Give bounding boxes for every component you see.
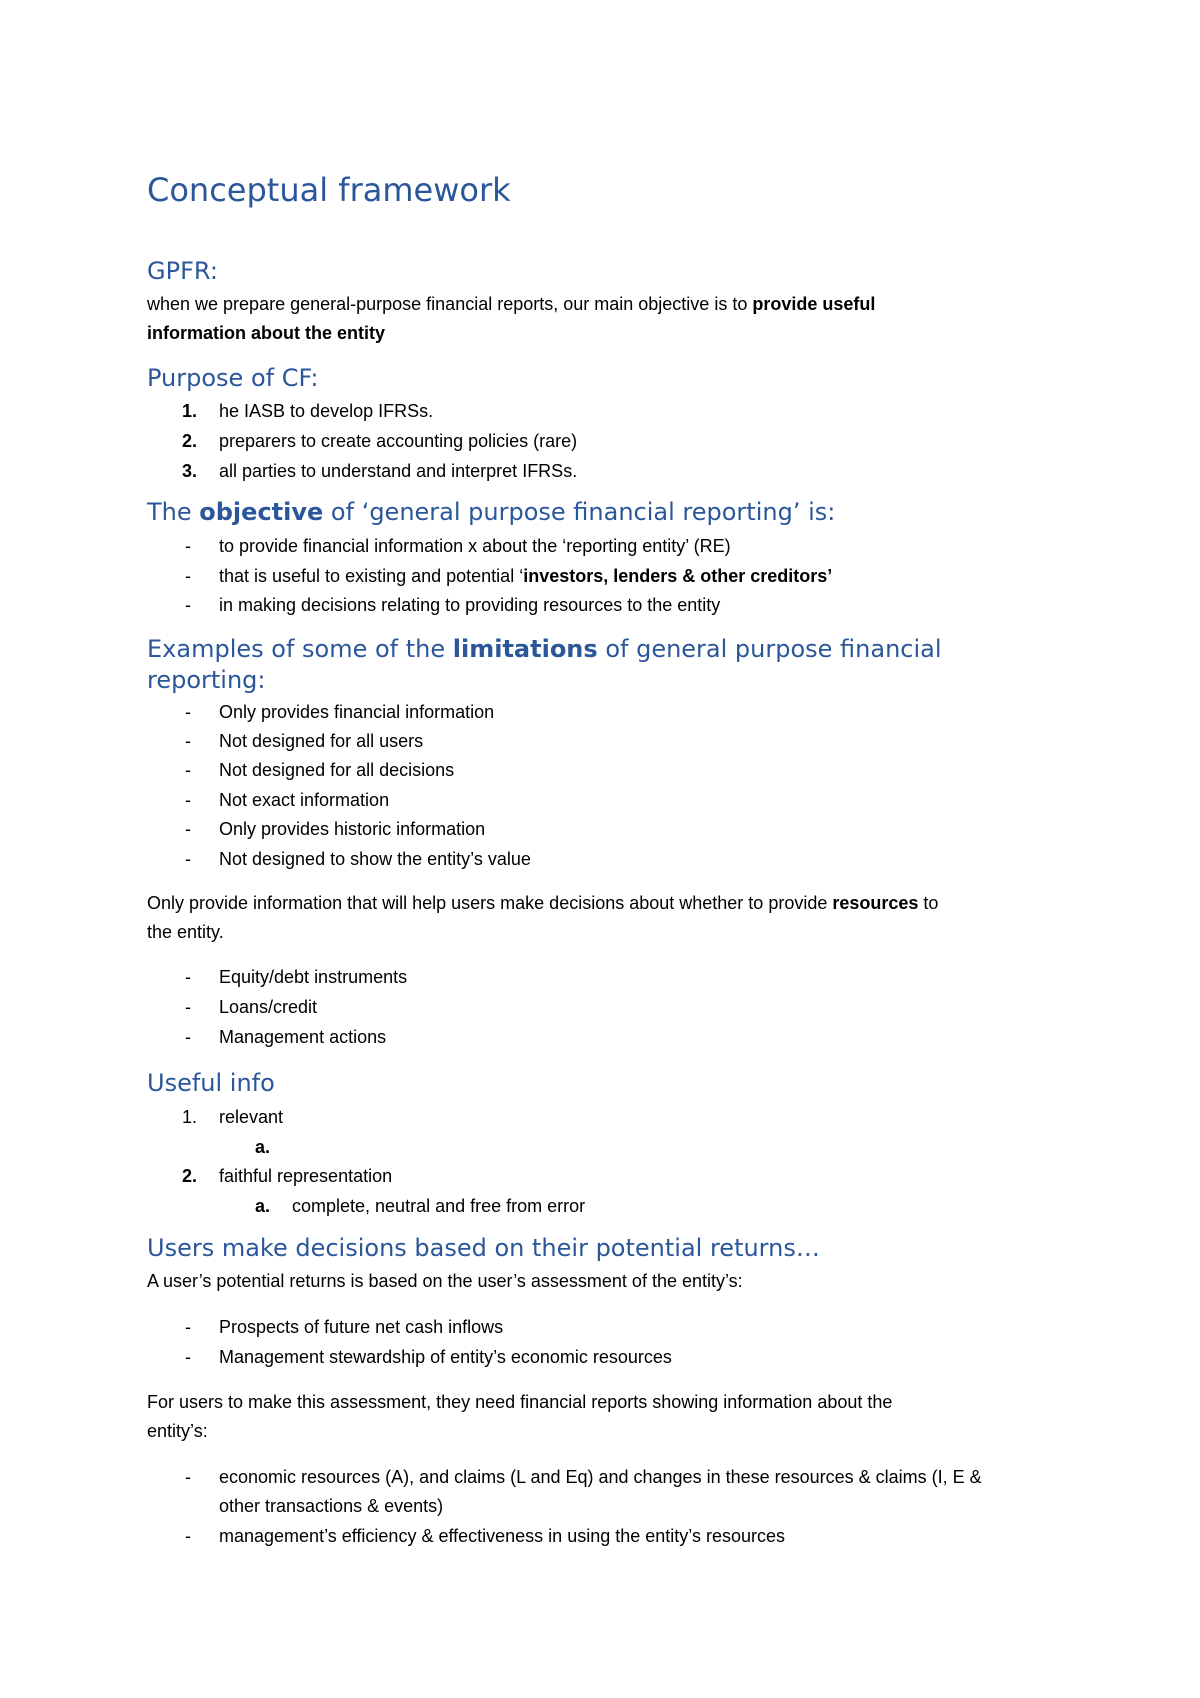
limitations-heading-c: of general purpose financial xyxy=(597,635,942,663)
objective-item-a: that is useful to existing and potential ‘ xyxy=(219,566,524,586)
limitations-item-dash: - xyxy=(185,731,191,751)
objective-heading xyxy=(147,497,835,527)
objective-heading-c: of ‘general purpose financial reporting’ is: xyxy=(323,498,836,526)
objective-item-dash: - xyxy=(185,595,191,615)
assessment-item-line1: economic resources (A), and claims (L and Eq) and changes in these resources & claims (I, E & xyxy=(219,1467,982,1487)
only-provide-line2: the entity. xyxy=(147,922,224,942)
gpfr-heading: GPFR: xyxy=(147,257,218,285)
useful-item-num: 2. xyxy=(182,1166,198,1186)
users-item-text: Management stewardship of entity’s economic resources xyxy=(219,1347,672,1367)
resources-item-dash: - xyxy=(185,997,191,1017)
resources-item-text: Loans/credit xyxy=(219,997,318,1017)
limitations-item-dash: - xyxy=(185,849,191,869)
assessment-item-line1: management’s efficiency & effectiveness in using the entity’s resources xyxy=(219,1526,785,1546)
purpose-item-text: he IASB to develop IFRSs. xyxy=(219,401,434,421)
users-item-dash: - xyxy=(185,1347,191,1367)
limitations-item-text: Only provides historic information xyxy=(219,819,486,839)
useful-item-text: relevant xyxy=(219,1107,284,1127)
users-heading: Users make decisions based on their potential returns… xyxy=(147,1234,820,1262)
gpfr-text-b: provide useful xyxy=(752,294,876,314)
only-provide-c: to xyxy=(918,893,939,913)
limitations-item-dash: - xyxy=(185,790,191,810)
purpose-item-num: 1. xyxy=(182,401,198,421)
only-provide-line1 xyxy=(147,889,938,918)
resources-item-text: Equity/debt instruments xyxy=(219,967,408,987)
useful-item-num: 1. xyxy=(182,1107,198,1127)
gpfr-text-c: information about the entity xyxy=(147,323,385,343)
limitations-heading-b: limitations xyxy=(452,635,598,663)
only-provide-b: resources xyxy=(832,893,919,913)
assessment-item-dash: - xyxy=(185,1526,191,1546)
resources-item-dash: - xyxy=(185,967,191,987)
useful-sub-letter: a. xyxy=(255,1196,271,1216)
limitations-item-text: Not designed to show the entity’s value xyxy=(219,849,531,869)
useful-item-text: faithful representation xyxy=(219,1166,393,1186)
limitations-item-text: Only provides financial information xyxy=(219,702,495,722)
purpose-item-text: all parties to understand and interpret IFRSs. xyxy=(219,461,578,481)
gpfr-text-line1 xyxy=(147,290,875,319)
gpfr-text-line2 xyxy=(147,319,385,348)
assessment-line1: For users to make this assessment, they need financial reports showing information about the xyxy=(147,1392,893,1412)
resources-item-text: Management actions xyxy=(219,1027,387,1047)
assessment-line2: entity’s: xyxy=(147,1421,208,1441)
users-intro: A user’s potential returns is based on the user’s assessment of the entity’s: xyxy=(147,1271,743,1291)
objective-item-text: in making decisions relating to providing resources to the entity xyxy=(219,595,721,615)
limitations-item-text: Not designed for all users xyxy=(219,731,424,751)
objective-heading-b: objective xyxy=(199,498,324,526)
resources-item-dash: - xyxy=(185,1027,191,1047)
assessment-item-line2: other transactions & events) xyxy=(219,1496,444,1516)
useful-heading: Useful info xyxy=(147,1069,275,1097)
limitations-item-text: Not designed for all decisions xyxy=(219,760,455,780)
objective-heading-a: The xyxy=(147,498,200,526)
purpose-item-num: 3. xyxy=(182,461,198,481)
limitations-item-text: Not exact information xyxy=(219,790,390,810)
objective-item-dash: - xyxy=(185,566,191,586)
limitations-heading-line2: reporting: xyxy=(147,666,266,694)
gpfr-text-a: when we prepare general-purpose financial reports, our main objective is to xyxy=(147,294,753,314)
objective-item-text: to provide financial information x about the ‘reporting entity’ (RE) xyxy=(219,536,731,556)
purpose-item-num: 2. xyxy=(182,431,198,451)
objective-item-b: investors, lenders & other creditors’ xyxy=(523,566,833,586)
page-title: Conceptual framework xyxy=(147,171,511,209)
users-item-text: Prospects of future net cash inflows xyxy=(219,1317,504,1337)
useful-sub-letter: a. xyxy=(255,1137,271,1157)
users-item-dash: - xyxy=(185,1317,191,1337)
limitations-heading-a: Examples of some of the xyxy=(147,635,453,663)
limitations-item-dash: - xyxy=(185,702,191,722)
limitations-item-dash: - xyxy=(185,819,191,839)
objective-item-dash: - xyxy=(185,536,191,556)
only-provide-a: Only provide information that will help users make decisions about whether to provide xyxy=(147,893,833,913)
purpose-item-text: preparers to create accounting policies (rare) xyxy=(219,431,578,451)
assessment-item-dash: - xyxy=(185,1467,191,1487)
objective-item-text xyxy=(219,562,832,591)
useful-sub-text: complete, neutral and free from error xyxy=(292,1196,586,1216)
limitations-item-dash: - xyxy=(185,760,191,780)
limitations-heading-line1 xyxy=(147,634,942,664)
purpose-heading: Purpose of CF: xyxy=(147,364,319,392)
